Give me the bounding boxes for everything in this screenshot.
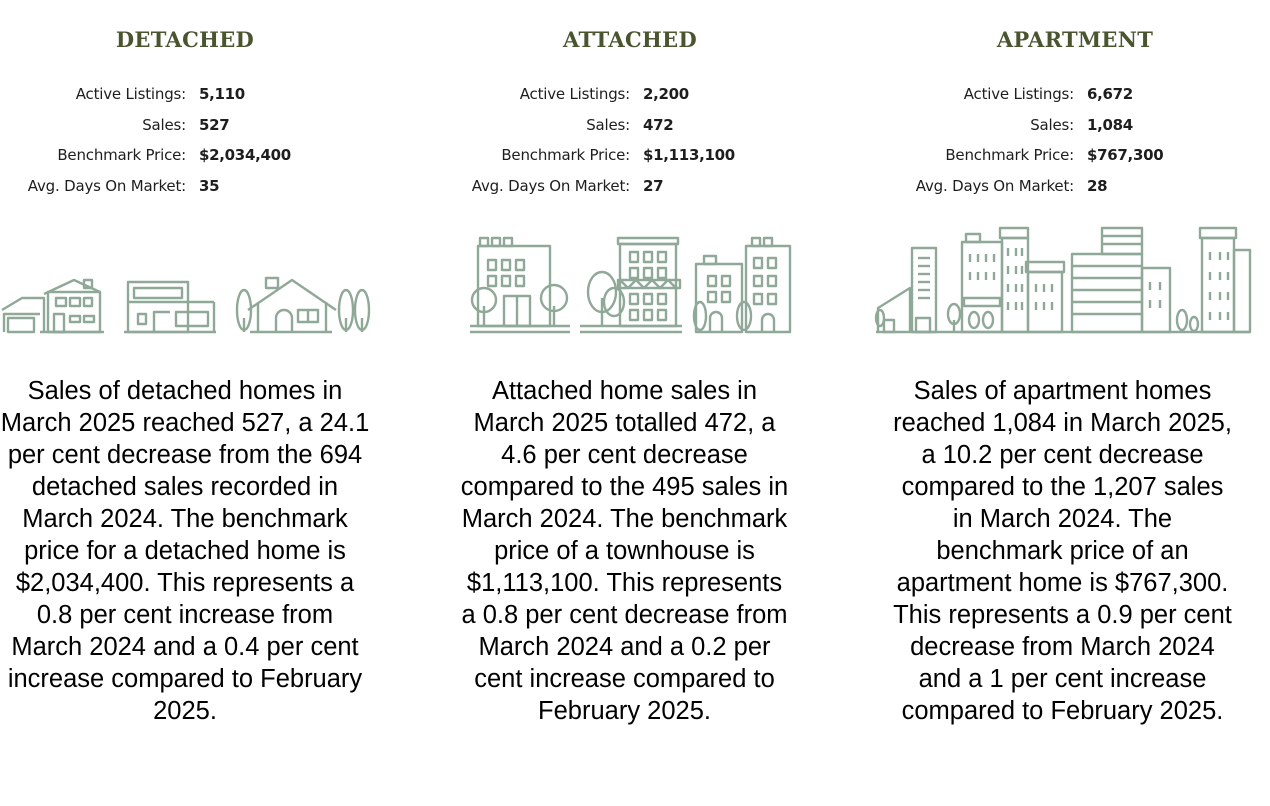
stats-table — [430, 79, 830, 201]
stat-label: Benchmark Price: — [57, 146, 186, 165]
stat-row-sales — [870, 110, 1270, 141]
stat-label: Sales: — [1030, 115, 1074, 134]
stat-label: Avg. Days On Market: — [471, 176, 630, 195]
section-title: APARTMENT — [996, 27, 1154, 52]
stat-value: $767,300 — [1087, 146, 1164, 165]
stat-row-sales — [430, 110, 830, 141]
stat-value: 27 — [643, 176, 664, 195]
stat-value: $1,113,100 — [643, 146, 735, 165]
stat-row-sales — [0, 110, 400, 141]
stat-label: Benchmark Price: — [501, 146, 630, 165]
stat-label: Active Listings: — [963, 85, 1074, 104]
stats-table — [870, 79, 1270, 201]
section-title: DETACHED — [115, 27, 255, 52]
stat-label: Active Listings: — [519, 85, 630, 104]
stat-row-avg-days — [430, 171, 830, 202]
stat-row-active-listings — [430, 79, 830, 110]
stat-label: Sales: — [586, 115, 630, 134]
stat-row-avg-days — [0, 171, 400, 202]
stat-value: 5,110 — [199, 85, 245, 104]
section-description: Attached home sales in March 2025 totalled 472, a 4.6 per cent decrease compared to the 495 sales in March 2024. The benchmark price of a townhouse is $1,113,100. This represents a 0.8 per cent decrease from March 2024 and a 0.2 per cent increase compared to February 2025. — [460, 377, 789, 725]
stat-value: 2,200 — [643, 85, 689, 104]
stat-value: 35 — [199, 176, 220, 195]
stat-value: $2,034,400 — [199, 146, 291, 165]
stat-value: 6,672 — [1087, 85, 1133, 104]
stat-row-active-listings — [870, 79, 1270, 110]
detached-houses-icon — [0, 222, 400, 336]
stat-value: 527 — [199, 115, 230, 134]
stat-label: Avg. Days On Market: — [27, 176, 186, 195]
stat-row-avg-days — [870, 171, 1270, 202]
stat-label: Sales: — [142, 115, 186, 134]
section-description: Sales of detached homes in March 2025 reached 527, a 24.1 per cent decrease from the 694 detached sales recorded in March 2024. The benchmark price for a detached home is $2,034,400. This represents a 0.8 per cent increase from March 2024 and a 0.4 per cent increase compared to February 2025. — [0, 377, 370, 725]
stat-label: Avg. Days On Market: — [915, 176, 1074, 195]
stat-row-benchmark-price — [0, 140, 400, 171]
stat-value: 28 — [1087, 176, 1108, 195]
stat-label: Active Listings: — [75, 85, 186, 104]
townhouses-icon — [430, 222, 830, 336]
apartment-buildings-icon — [870, 222, 1270, 336]
section-description: Sales of apartment homes reached 1,084 in March 2025, a 10.2 per cent decrease compared to the 1,207 sales in March 2024. The benchmark price of an apartment home is $767,300. This represents a 0.9 per cent decrease from March 2024 and a 1 per cent increase compared to February 2025. — [893, 377, 1232, 725]
stat-row-active-listings — [0, 79, 400, 110]
section-title: ATTACHED — [563, 27, 697, 52]
stat-value: 472 — [643, 115, 674, 134]
stat-row-benchmark-price — [870, 140, 1270, 171]
stat-row-benchmark-price — [430, 140, 830, 171]
stat-value: 1,084 — [1087, 115, 1133, 134]
stat-label: Benchmark Price: — [945, 146, 1074, 165]
stats-table — [0, 79, 400, 201]
